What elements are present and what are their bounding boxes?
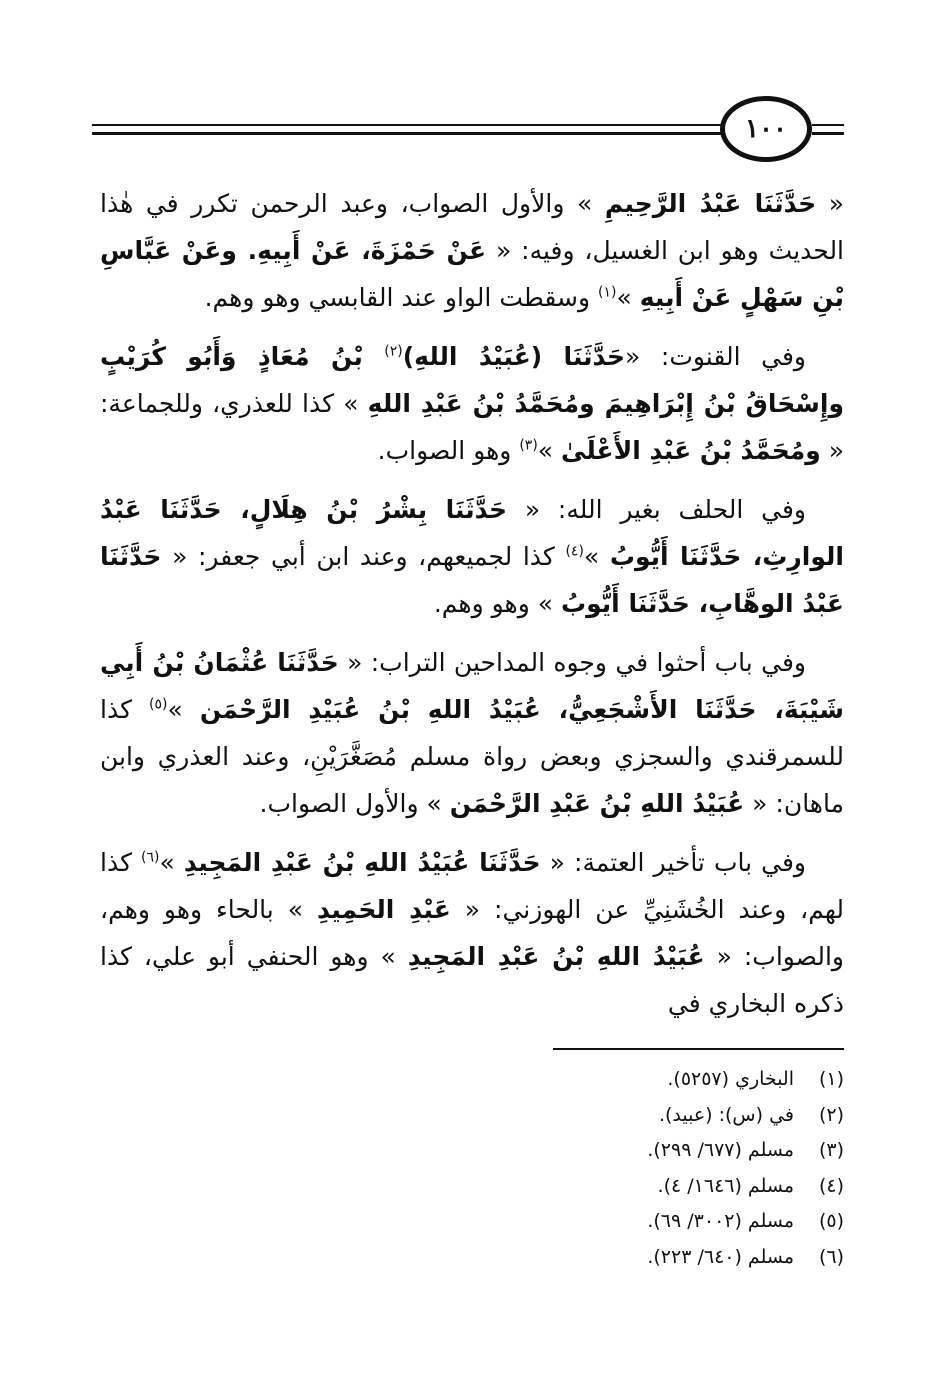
hadith-quote: حَدَّثَنَا عُثْمَانُ بْنُ أَبِي شَيْبَةَ، حَدَّثَنَا الأَشْجَعِيُّ، عُبَيْدُ اللهِ بْنُ عُبَيْدِ الرَّحْمَن [100, 648, 845, 724]
text-run: وفي القنوت: « [625, 342, 806, 371]
text-run: » [616, 283, 640, 312]
header-rule-right-top [812, 124, 844, 126]
hadith-quote: حَدَّثَنَا عُبَيْدُ اللهِ بْنُ عَبْدِ المَجِيدِ [183, 848, 541, 877]
footnote-item [560, 1062, 844, 1098]
text-run: وفي الحلف بغير الله: « [507, 495, 806, 524]
footnote-number: (٥) [818, 1210, 844, 1232]
page-number-badge [720, 96, 812, 162]
footnote-separator [553, 1048, 844, 1050]
header-rule-right-bottom [812, 132, 844, 135]
text-run: » والأول الصواب، وعبد الرحمن تكرر في هٰذا الحديث وهو ابن الغسيل، وفيه: « [100, 189, 845, 265]
footnote-text: مسلم (٣٠٠٢/ ٦٩). [647, 1210, 794, 1232]
text-run: وفي باب تأخير العتمة: « [540, 848, 806, 877]
text-run: » وهو وهم. [433, 589, 561, 618]
hadith-quote: عُبَيْدُ اللهِ بْنُ عَبْدِ الرَّحْمَن [449, 789, 745, 818]
hadith-quote: بْنُ مُعَاذٍ وَأَبُو كُرَيْبٍ وإِسْحَاقُ بْنُ إِبْرَاهِيمَ ومُحَمَّدُ بْنُ عَبْدِ اللهِ [100, 342, 844, 418]
footnote-text: مسلم (١٦٤٦/ ٤). [657, 1174, 794, 1197]
page-number: ١٠٠ [745, 114, 787, 144]
text-run: وفي باب أحثوا في وجوه المداحين التراب: « [338, 648, 806, 677]
footnote-number: (٦) [818, 1245, 844, 1268]
footnote-number: (٤) [818, 1174, 844, 1197]
paragraph [100, 180, 844, 321]
main-text [100, 180, 844, 1039]
footnote-ref: (٤) [565, 543, 584, 560]
text-run: » [537, 436, 562, 465]
footnote-item [560, 1240, 844, 1276]
text-run: كذا للسمرقندي والسجزي وبعض رواة مسلم مُصَغَّرَيْنِ، وعند العذري وابن ماهان: « [100, 695, 844, 818]
footnote-ref: (٢) [384, 343, 403, 360]
footnote-text: مسلم (٦٧٧/ ٢٩٩). [647, 1139, 794, 1161]
hadith-quote: حَدَّثَنَا (عُبَيْدُ اللهِ) [402, 342, 625, 371]
header-rule-bottom [92, 132, 722, 135]
footnote-item [560, 1169, 844, 1205]
text-run: وهو الصواب. [377, 436, 520, 465]
hadith-quote: حَدَّثَنَا بِشْرُ بْنُ هِلَالٍ، حَدَّثَنَا عَبْدُ الوارِثِ، حَدَّثَنَا أَيُّوبُ [100, 495, 845, 571]
footnote-ref: (٦) [141, 849, 160, 866]
text-run: » وهو الحنفي أبو علي، كذا ذكره البخاري في [100, 942, 844, 1018]
footnote-ref: (٣) [519, 437, 538, 454]
paragraph [100, 486, 844, 627]
text-run: وسقطت الواو عند القابسي وهو وهم. [204, 283, 598, 312]
paragraph [100, 333, 844, 474]
footnote-text: البخاري (٥٢٥٧). [667, 1068, 794, 1090]
footnote-ref: (١) [597, 284, 617, 301]
footnote-text: مسلم (٦٤٠/ ٢٢٣). [647, 1245, 794, 1268]
text-run: » [159, 848, 184, 877]
hadith-quote: عَنْ حَمْزَةَ، عَنْ أَبِيهِ. وعَنْ عَبَّاسِ بْنِ سَهْلٍ عَنْ أَبِيهِ [100, 236, 844, 312]
text-run: » بالحاء وهو وهم، والصواب: « [100, 895, 845, 971]
footnote-text: في (س): (عبيد). [658, 1103, 794, 1126]
footnote-number: (٢) [818, 1103, 844, 1126]
footnote-item [560, 1098, 844, 1134]
footnote-item [560, 1133, 844, 1169]
page-header [92, 96, 844, 166]
footnotes [560, 1062, 844, 1275]
footnote-item [560, 1204, 844, 1240]
text-run: » والأول الصواب. [259, 789, 450, 818]
hadith-quote: ومُحَمَّدُ بْنُ عَبْدِ الأَعْلَىٰ [561, 436, 821, 465]
header-rule-top [92, 124, 722, 126]
paragraph [100, 639, 844, 827]
text-run: كذا لجميعهم، وعند ابن أبي جعفر: « [161, 542, 566, 571]
hadith-quote: حَدَّثَنَا عَبْدُ الوهَّابِ، حَدَّثَنَا أَيُّوبُ [100, 542, 844, 618]
text-run: » [167, 695, 200, 724]
text-run: » كذا للعذري، وللجماعة: « [100, 389, 844, 465]
hadith-quote: حَدَّثَنَا عَبْدُ الرَّحِيمِ [604, 189, 817, 218]
text-run: « [816, 189, 844, 218]
paragraph [100, 839, 844, 1027]
text-run: » [583, 542, 610, 571]
footnote-number: (١) [818, 1068, 844, 1090]
hadith-quote: عُبَيْدُ اللهِ بْنُ عَبْدِ المَجِيدِ [407, 942, 705, 971]
footnote-number: (٣) [818, 1139, 844, 1161]
footnote-ref: (٥) [149, 696, 168, 713]
text-run: كذا لهم، وعند الخُشَنِيِّ عن الهوزني: « [100, 848, 845, 924]
hadith-quote: عَبْدِ الحَمِيدِ [316, 895, 451, 924]
